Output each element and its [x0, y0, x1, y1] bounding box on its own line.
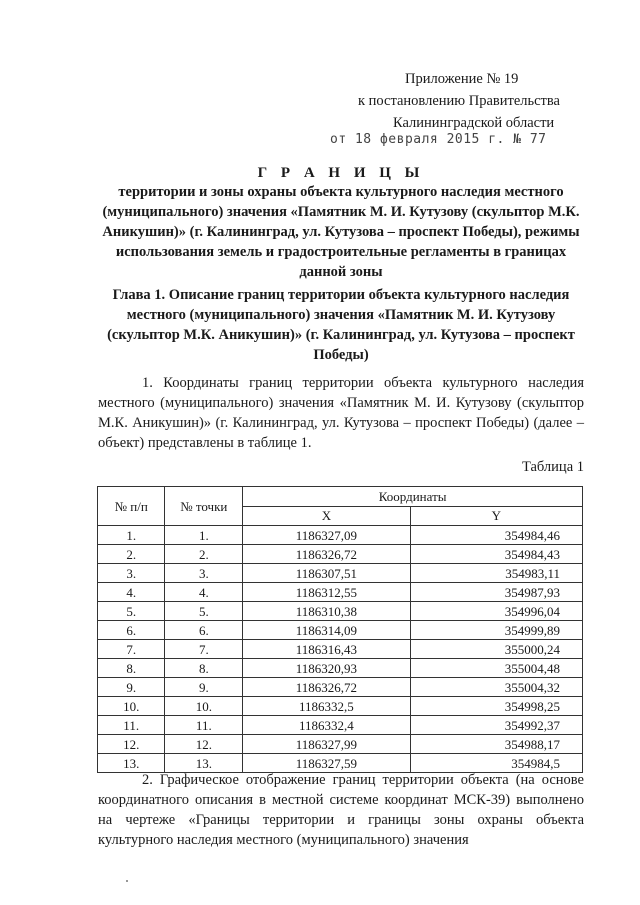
document-subtitle: территории и зоны охраны объекта культурного наследия местного (муниципального) значения «Памятник М. И. Кутузову (скульптор М.К. Аникушин)» (г. Калининград, ул. Кутузова – проспект Победы), режимы использования земель и градостроительные регламенты в границах данной зоны [102, 184, 580, 280]
appendix-decree: к постановлению Правительства [358, 93, 560, 109]
cell-point: 7. [165, 640, 243, 659]
cell-x: 1186326,72 [243, 545, 410, 564]
table-row [98, 735, 583, 754]
cell-x: 1186327,09 [243, 526, 410, 545]
cell-x: 1186327,99 [243, 735, 410, 754]
cell-num: 8. [98, 659, 165, 678]
header-point: № точки [165, 487, 243, 526]
cell-point: 5. [165, 602, 243, 621]
cell-num: 7. [98, 640, 165, 659]
cell-x: 1186314,09 [243, 621, 410, 640]
cell-point: 1. [165, 526, 243, 545]
paragraph-1: 1. Координаты границ территории объекта культурного наследия местного (муниципального) значения «Памятник М. И. Кутузову (скульптор М.К. Аникушин)» (г. Калининград, ул. Кутузова – проспект Победы) (далее – объект) представлены в таблице 1. [98, 375, 584, 451]
cell-x: 1186312,55 [243, 583, 410, 602]
cell-num: 13. [98, 754, 165, 773]
cell-y: 354988,17 [410, 735, 582, 754]
table-row [98, 697, 583, 716]
table-row [98, 564, 583, 583]
cell-point: 13. [165, 754, 243, 773]
cell-y: 354984,46 [410, 526, 582, 545]
cell-y: 354996,04 [410, 602, 582, 621]
cell-point: 9. [165, 678, 243, 697]
table-row [98, 678, 583, 697]
cell-num: 3. [98, 564, 165, 583]
cell-y: 355004,32 [410, 678, 582, 697]
cell-y: 354983,11 [410, 564, 582, 583]
header-coordinates: Координаты [243, 487, 583, 507]
table-row [98, 621, 583, 640]
cell-num: 2. [98, 545, 165, 564]
table-row [98, 640, 583, 659]
cell-x: 1186320,93 [243, 659, 410, 678]
cell-y: 354984,43 [410, 545, 582, 564]
cell-x: 1186326,72 [243, 678, 410, 697]
header-x: X [243, 506, 410, 526]
cell-x: 1186332,5 [243, 697, 410, 716]
cell-num: 6. [98, 621, 165, 640]
cell-y: 355000,24 [410, 640, 582, 659]
appendix-date: от 18 февраля 2015 г. № 77 [330, 132, 547, 147]
table-body [98, 526, 583, 773]
cell-point: 2. [165, 545, 243, 564]
cell-num: 12. [98, 735, 165, 754]
cell-num: 11. [98, 716, 165, 735]
cell-point: 4. [165, 583, 243, 602]
cell-point: 8. [165, 659, 243, 678]
cell-num: 10. [98, 697, 165, 716]
cell-y: 354984,5 [410, 754, 582, 773]
document-title: Г Р А Н И Ц Ы [257, 165, 425, 181]
cell-y: 354987,93 [410, 583, 582, 602]
cell-x: 1186316,43 [243, 640, 410, 659]
cell-y: 355004,48 [410, 659, 582, 678]
chapter-heading: Глава 1. Описание границ территории объекта культурного наследия местного (муниципального) значения «Памятник М. И. Кутузову (скульптор М.К. Аникушин)» (г. Калининград, ул. Кутузова – проспект Победы) [107, 287, 575, 363]
cell-num: 4. [98, 583, 165, 602]
cell-y: 354999,89 [410, 621, 582, 640]
cell-point: 6. [165, 621, 243, 640]
cell-x: 1186307,51 [243, 564, 410, 583]
cell-x: 1186332,4 [243, 716, 410, 735]
table-caption: Таблица 1 [521, 459, 584, 475]
cell-point: 12. [165, 735, 243, 754]
cell-num: 5. [98, 602, 165, 621]
cell-x: 1186327,59 [243, 754, 410, 773]
cell-num: 9. [98, 678, 165, 697]
table-row [98, 716, 583, 735]
header-y: Y [410, 506, 582, 526]
cell-point: 10. [165, 697, 243, 716]
cell-y: 354998,25 [410, 697, 582, 716]
scan-speck [126, 880, 128, 882]
table-row [98, 526, 583, 545]
table-row [98, 602, 583, 621]
cell-point: 3. [165, 564, 243, 583]
cell-point: 11. [165, 716, 243, 735]
paragraph-2: 2. Графическое отображение границ территории объекта (на основе координатного описания в местной системе координат МСК-39) выполнено на чертеже «Границы территории и границы зоны охраны объекта культурного наследия местного (муниципального) значения [98, 772, 584, 848]
cell-x: 1186310,38 [243, 602, 410, 621]
table-row [98, 545, 583, 564]
cell-y: 354992,37 [410, 716, 582, 735]
table-row [98, 583, 583, 602]
appendix-region: Калининградской области [393, 115, 555, 131]
appendix-number: Приложение № 19 [405, 71, 519, 87]
cell-num: 1. [98, 526, 165, 545]
coordinates-table [97, 486, 583, 773]
header-num: № п/п [98, 487, 165, 526]
table-row [98, 659, 583, 678]
